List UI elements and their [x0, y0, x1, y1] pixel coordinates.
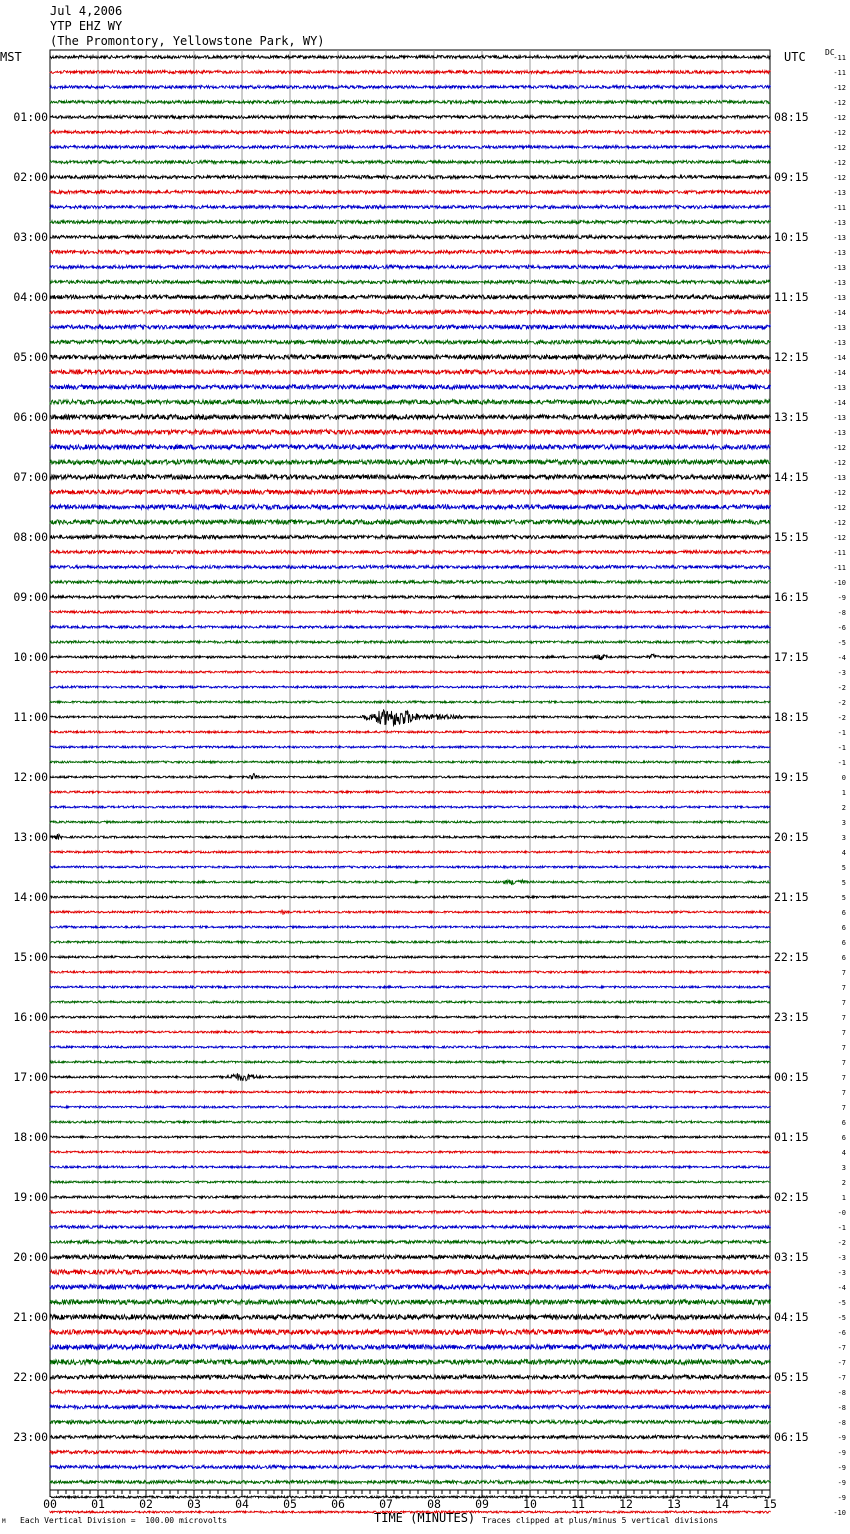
left-hour-label: 07:00 [13, 470, 48, 484]
dc-offset-label: -7 [837, 1359, 846, 1367]
seismic-trace [50, 190, 771, 193]
left-hour-label: 13:00 [13, 830, 48, 844]
seismic-trace [50, 490, 771, 495]
dc-offset-label: 2 [841, 1179, 846, 1187]
seismic-trace [50, 910, 771, 915]
seismic-trace [50, 701, 771, 703]
seismic-trace [50, 101, 771, 104]
dc-offset-label: -9 [837, 1479, 846, 1487]
right-hour-label: 03:15 [774, 1250, 809, 1264]
plot-date: Jul 4,2006 [50, 4, 123, 18]
dc-offset-label: 7 [841, 999, 846, 1007]
seismic-trace [50, 1375, 771, 1379]
left-hour-label: 10:00 [13, 650, 48, 664]
seismic-trace [50, 370, 771, 374]
dc-offset-label: -12 [833, 504, 846, 512]
dc-offset-label: -2 [837, 714, 846, 722]
dc-offset-label: -12 [833, 129, 846, 137]
left-hour-label: 23:00 [13, 1430, 48, 1444]
seismic-trace [50, 866, 771, 868]
dc-offset-label: -8 [837, 1419, 846, 1427]
dc-offset-label: 6 [841, 924, 846, 932]
right-hour-label: 00:15 [774, 1070, 809, 1084]
seismic-trace [50, 1496, 771, 1498]
dc-offset-label: -3 [837, 1269, 846, 1277]
seismic-trace [50, 1001, 771, 1003]
seismic-trace [50, 1106, 771, 1108]
seismic-trace [50, 505, 771, 510]
dc-offset-label: -7 [837, 1374, 846, 1382]
dc-offset-label: -13 [833, 264, 846, 272]
dc-offset-label: 7 [841, 1044, 846, 1052]
dc-offset-label: -12 [833, 519, 846, 527]
seismic-trace [50, 1465, 771, 1468]
seismic-trace [50, 761, 771, 763]
seismic-trace [50, 821, 771, 823]
dc-offset-label: 7 [841, 1104, 846, 1112]
dc-offset-label: -7 [837, 1344, 846, 1352]
right-hour-label: 19:15 [774, 770, 809, 784]
dc-offset-label: -13 [833, 294, 846, 302]
right-hour-label: 13:15 [774, 410, 809, 424]
dc-offset-label: -14 [833, 309, 846, 317]
dc-offset-label: -8 [837, 1404, 846, 1412]
dc-offset-label: -12 [833, 174, 846, 182]
seismic-trace [50, 1270, 771, 1274]
dc-offset-label: -13 [833, 189, 846, 197]
seismic-trace [50, 175, 771, 178]
dc-offset-label: 4 [841, 849, 846, 857]
right-timezone-label: UTC [784, 50, 806, 64]
dc-offset-label: -1 [837, 759, 846, 767]
seismic-trace [50, 415, 771, 420]
seismic-trace [50, 791, 771, 793]
dc-offset-label: 6 [841, 939, 846, 947]
left-timezone-label: MST [0, 50, 22, 64]
right-hour-label: 14:15 [774, 470, 809, 484]
dc-offset-label: -9 [837, 1434, 846, 1442]
seismic-trace [50, 295, 771, 299]
seismic-trace [50, 1073, 771, 1080]
x-tick-label: 11 [571, 1497, 585, 1511]
seismic-trace [50, 355, 771, 359]
seismic-trace [50, 1121, 771, 1123]
dc-offset-label: -11 [833, 564, 846, 572]
right-hour-label: 02:15 [774, 1190, 809, 1204]
dc-offset-label: -13 [833, 339, 846, 347]
seismic-trace [50, 1285, 771, 1290]
seismic-trace [50, 86, 771, 89]
dc-offset-label: 7 [841, 1014, 846, 1022]
dc-offset-label: 6 [841, 954, 846, 962]
dc-offset-label: -8 [837, 609, 846, 617]
dc-offset-label: 6 [841, 1119, 846, 1127]
dc-offset-label: 3 [841, 834, 846, 842]
dc-offset-label: -9 [837, 1464, 846, 1472]
right-hour-label: 18:15 [774, 710, 809, 724]
left-hour-label: 03:00 [13, 230, 48, 244]
dc-offset-label: 5 [841, 864, 846, 872]
seismic-trace [50, 265, 771, 268]
seismic-trace [50, 709, 771, 725]
seismic-trace [50, 1226, 771, 1229]
seismic-trace [50, 1046, 771, 1048]
seismic-trace [50, 1196, 771, 1198]
x-tick-label: 08 [427, 1497, 441, 1511]
x-tick-label: 15 [763, 1497, 777, 1511]
dc-offset-label: -11 [833, 54, 846, 62]
dc-offset-label: -3 [837, 1254, 846, 1262]
right-hour-label: 21:15 [774, 890, 809, 904]
x-tick-label: 02 [139, 1497, 153, 1511]
right-hour-label: 15:15 [774, 530, 809, 544]
seismic-trace [50, 581, 771, 584]
left-hour-label: 14:00 [13, 890, 48, 904]
right-hour-label: 16:15 [774, 590, 809, 604]
seismic-trace [50, 445, 771, 450]
seismic-trace [50, 596, 771, 599]
seismic-trace [50, 460, 771, 465]
seismic-trace [50, 773, 771, 779]
seismic-trace [50, 71, 771, 74]
dc-offset-label: -2 [837, 684, 846, 692]
seismic-trace [50, 235, 771, 238]
dc-offset-label: -1 [837, 744, 846, 752]
seismic-trace [50, 851, 771, 853]
dc-offset-label: 5 [841, 879, 846, 887]
seismic-trace [50, 250, 771, 253]
dc-offset-label: -12 [833, 159, 846, 167]
x-tick-label: 05 [283, 1497, 297, 1511]
left-hour-label: 19:00 [13, 1190, 48, 1204]
dc-offset-label: 0 [841, 774, 846, 782]
seismic-trace [50, 880, 771, 885]
right-hour-label: 22:15 [774, 950, 809, 964]
right-hour-label: 09:15 [774, 170, 809, 184]
seismic-trace [50, 1315, 771, 1320]
left-hour-label: 22:00 [13, 1370, 48, 1384]
dc-offset-label: -13 [833, 429, 846, 437]
seismic-trace [50, 475, 771, 480]
seismic-trace [50, 325, 771, 329]
seismic-trace [50, 146, 771, 149]
dc-offset-label: 4 [841, 1149, 846, 1157]
dc-offset-label: -9 [837, 594, 846, 602]
seismic-trace [50, 280, 771, 283]
dc-offset-label: -11 [833, 204, 846, 212]
dc-offset-label: -12 [833, 144, 846, 152]
dc-offset-label: -2 [837, 1239, 846, 1247]
seismic-trace [50, 806, 771, 808]
left-hour-label: 06:00 [13, 410, 48, 424]
seismic-trace [50, 731, 771, 733]
dc-offset-label: 2 [841, 804, 846, 812]
dc-offset-label: 7 [841, 1029, 846, 1037]
dc-offset-label: 1 [841, 789, 846, 797]
seismic-trace [50, 1240, 771, 1243]
seismic-trace [50, 1091, 771, 1093]
seismic-trace [50, 310, 771, 314]
dc-offset-label: -13 [833, 474, 846, 482]
seismic-trace [50, 1435, 771, 1438]
dc-offset-label: 7 [841, 1074, 846, 1082]
dc-offset-label: -11 [833, 69, 846, 77]
dc-offset-label: -10 [833, 1509, 846, 1517]
right-hour-label: 23:15 [774, 1010, 809, 1024]
clip-note: Traces clipped at plus/minus 5 vertical divisions [482, 1516, 719, 1525]
dc-offset-label: -13 [833, 384, 846, 392]
seismic-trace [50, 1360, 771, 1365]
right-hour-label: 20:15 [774, 830, 809, 844]
dc-offset-label: -6 [837, 1329, 846, 1337]
seismic-trace [50, 1181, 771, 1183]
dc-offset-label: 5 [841, 894, 846, 902]
dc-offset-label: -1 [837, 729, 846, 737]
seismic-trace [50, 654, 771, 660]
seismic-trace [50, 626, 771, 628]
dc-offset-label: -1 [837, 1224, 846, 1232]
dc-offset-label: -4 [837, 1284, 846, 1292]
right-hour-label: 05:15 [774, 1370, 809, 1384]
seismic-trace [50, 686, 771, 688]
dc-offset-label: -0 [837, 1209, 846, 1217]
seismic-trace [50, 611, 771, 613]
dc-offset-label: -8 [837, 1389, 846, 1397]
seismic-trace [50, 550, 771, 553]
dc-offset-label: 3 [841, 1164, 846, 1172]
dc-offset-label: -11 [833, 549, 846, 557]
dc-offset-label: -6 [837, 624, 846, 632]
seismic-trace [50, 1136, 771, 1138]
dc-offset-label: -4 [837, 654, 846, 662]
seismic-trace [50, 535, 771, 539]
dc-offset-label: -5 [837, 1299, 846, 1307]
left-hour-label: 21:00 [13, 1310, 48, 1324]
left-hour-label: 02:00 [13, 170, 48, 184]
seismic-trace [50, 1345, 771, 1350]
seismic-trace [50, 1255, 771, 1259]
dc-offset-label: -5 [837, 639, 846, 647]
x-tick-label: 03 [187, 1497, 201, 1511]
dc-offset-label: -3 [837, 669, 846, 677]
dc-offset-label: 6 [841, 1134, 846, 1142]
seismic-trace [50, 671, 771, 673]
dc-offset-label: 7 [841, 969, 846, 977]
seismic-trace [50, 1300, 771, 1305]
left-hour-label: 05:00 [13, 350, 48, 364]
dc-offset-label: -9 [837, 1494, 846, 1502]
left-hour-label: 17:00 [13, 1070, 48, 1084]
left-hour-label: 12:00 [13, 770, 48, 784]
dc-offset-label: 3 [841, 819, 846, 827]
dc-offset-label: -14 [833, 354, 846, 362]
dc-offset-label: 7 [841, 984, 846, 992]
seismic-trace [50, 986, 771, 988]
seismic-trace [50, 116, 771, 119]
right-hour-label: 17:15 [774, 650, 809, 664]
seismic-trace [50, 896, 771, 898]
dc-offset-label: -2 [837, 699, 846, 707]
left-hour-label: 01:00 [13, 110, 48, 124]
dc-offset-label: -5 [837, 1314, 846, 1322]
station-code: YTP EHZ WY [50, 19, 123, 33]
dc-offset-label: -13 [833, 219, 846, 227]
seismic-trace [50, 430, 771, 435]
dc-offset-label: -12 [833, 459, 846, 467]
right-hour-label: 11:15 [774, 290, 809, 304]
x-tick-label: 00 [43, 1497, 57, 1511]
left-hour-label: 16:00 [13, 1010, 48, 1024]
seismic-trace [50, 956, 771, 958]
seismic-trace [50, 1480, 771, 1483]
x-tick-label: 12 [619, 1497, 633, 1511]
right-hour-label: 12:15 [774, 350, 809, 364]
seismic-trace [50, 161, 771, 164]
dc-offset-label: -12 [833, 114, 846, 122]
seismic-trace [50, 941, 771, 943]
dc-offset-label: -13 [833, 249, 846, 257]
left-hour-label: 09:00 [13, 590, 48, 604]
seismic-trace [50, 520, 771, 525]
seismic-trace [50, 340, 771, 344]
seismic-trace [50, 1405, 771, 1409]
dc-offset-label: -12 [833, 489, 846, 497]
seismic-trace [50, 1211, 771, 1214]
seismic-trace [50, 1420, 771, 1424]
right-hour-label: 08:15 [774, 110, 809, 124]
seismic-trace [50, 400, 771, 404]
left-hour-label: 04:00 [13, 290, 48, 304]
dc-offset-label: 1 [841, 1194, 846, 1202]
seismic-trace [50, 566, 771, 569]
x-tick-label: 10 [523, 1497, 537, 1511]
seismic-trace [50, 220, 771, 223]
right-hour-label: 01:15 [774, 1130, 809, 1144]
left-hour-label: 20:00 [13, 1250, 48, 1264]
seismic-trace [50, 205, 771, 208]
seismic-trace [50, 926, 771, 928]
seismic-trace [50, 1330, 771, 1335]
dc-offset-label: -12 [833, 444, 846, 452]
seismic-trace [50, 1166, 771, 1168]
seismic-trace [50, 834, 771, 840]
seismic-trace [50, 746, 771, 748]
seismic-trace [50, 1061, 771, 1063]
x-axis-title: TIME (MINUTES) [374, 1511, 476, 1525]
x-tick-label: 14 [715, 1497, 729, 1511]
left-hour-label: 11:00 [13, 710, 48, 724]
corner-mark: M [2, 1518, 6, 1525]
seismic-trace [50, 971, 771, 973]
right-hour-label: 04:15 [774, 1310, 809, 1324]
dc-offset-label: -13 [833, 414, 846, 422]
seismic-trace [50, 1031, 771, 1033]
dc-offset-label: -14 [833, 399, 846, 407]
dc-header-label: DC [825, 48, 835, 57]
seismic-trace [50, 1390, 771, 1394]
seismic-trace [50, 1016, 771, 1018]
dc-offset-label: -14 [833, 369, 846, 377]
x-tick-label: 06 [331, 1497, 345, 1511]
dc-offset-label: -12 [833, 99, 846, 107]
seismic-trace [50, 56, 771, 59]
dc-offset-label: -9 [837, 1449, 846, 1457]
dc-offset-label: -12 [833, 534, 846, 542]
dc-offset-label: 6 [841, 909, 846, 917]
station-location: (The Promontory, Yellowstone Park, WY) [50, 34, 325, 48]
left-hour-label: 08:00 [13, 530, 48, 544]
dc-offset-label: 7 [841, 1059, 846, 1067]
scale-note: Each Vertical Division = 100.00 microvolts [20, 1516, 228, 1525]
seismic-trace [50, 131, 771, 134]
seismic-trace [50, 641, 771, 643]
seismic-trace [50, 1151, 771, 1153]
x-tick-label: 04 [235, 1497, 249, 1511]
right-hour-label: 06:15 [774, 1430, 809, 1444]
dc-offset-label: -13 [833, 324, 846, 332]
x-tick-label: 09 [475, 1497, 489, 1511]
dc-offset-label: -10 [833, 579, 846, 587]
x-tick-label: 13 [667, 1497, 681, 1511]
seismic-trace [50, 1450, 771, 1453]
seismic-trace [50, 385, 771, 389]
x-tick-label: 01 [91, 1497, 105, 1511]
left-hour-label: 18:00 [13, 1130, 48, 1144]
right-hour-label: 10:15 [774, 230, 809, 244]
dc-offset-label: -12 [833, 84, 846, 92]
dc-offset-label: -13 [833, 234, 846, 242]
x-tick-label: 07 [379, 1497, 393, 1511]
dc-offset-label: -13 [833, 279, 846, 287]
left-hour-label: 15:00 [13, 950, 48, 964]
dc-offset-label: 7 [841, 1089, 846, 1097]
